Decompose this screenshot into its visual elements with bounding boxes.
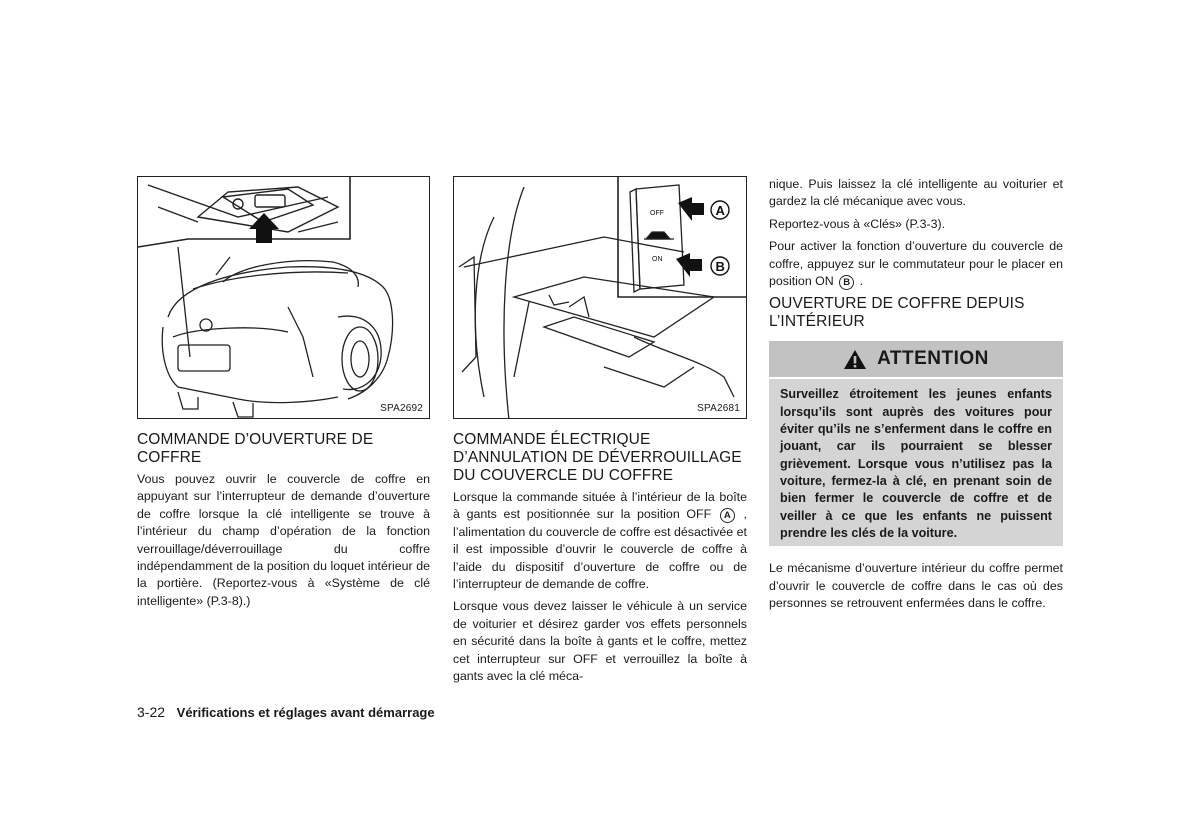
switch-on-label: ON bbox=[652, 256, 663, 263]
section-heading-trunk-opener: COMMANDE D’OUVERTURE DE COFFRE bbox=[137, 431, 374, 466]
figure-code: SPA2692 bbox=[380, 403, 423, 414]
figure-trunk-opener bbox=[137, 176, 430, 419]
warning-header bbox=[769, 341, 1063, 379]
glovebox-illustration bbox=[454, 177, 747, 419]
paragraph-interior-release: Le mécanisme d’ouverture intérieur du coffre permet d’ouvrir le couvercle de coffre dans le cas où des personnes se retrouvent enfermées dans le coffre. bbox=[769, 561, 1063, 610]
page-number: 3-22 bbox=[137, 704, 166, 720]
paragraph-text: Lorsque la commande située à l’intérieur de la boîte à gants est positionnée sur la position OFF bbox=[453, 490, 747, 522]
warning-title: ATTENTION bbox=[877, 348, 989, 370]
callout-b-label: B bbox=[715, 259, 725, 274]
figure-cancel-switch bbox=[453, 176, 747, 419]
figure-code: SPA2681 bbox=[697, 403, 740, 414]
car-rear-illustration bbox=[138, 177, 430, 419]
paragraph-trunk-opener: Vous pouvez ouvrir le couvercle de coffre en appuyant sur l’interrupteur de demande d’ouverture de coffre lorsque la clé intelligente se trouve à l’intérieur du champ d’opération de la fonction verrouillage/déverrouillage du coffre indépendamment de la position du loquet intérieur de la portière. (Reportez-vous à «Système de clé intelligente» (P.3-8).) bbox=[137, 472, 430, 608]
section-title: Vérifications et réglages avant démarrage bbox=[176, 705, 435, 720]
warning-text: Surveillez étroitement les jeunes enfants lorsqu’ils sont auprès des voitures pour éviter qu’ils ne s’enferment dans le coffre en jouant, car ils pourraient se blesser grièvement. Lorsque vous n’utilisez pas la voiture, fermez-la à clé, en prenant soin de bien fermer le couvercle de coffre et de veiller à ce que les enfants ne puissent prendre les clés de la voiture. bbox=[780, 387, 1052, 540]
paragraph-keys-reference: Reportez-vous à «Clés» (P.3-3). bbox=[769, 216, 946, 231]
paragraph-activate bbox=[769, 238, 1063, 290]
paragraph-cancel-switch-1 bbox=[453, 489, 747, 593]
marker-a-icon: A bbox=[720, 508, 735, 523]
callout-a-label: A bbox=[715, 203, 725, 218]
column-1 bbox=[137, 176, 430, 615]
paragraph-text: . bbox=[859, 274, 864, 289]
column-3 bbox=[769, 176, 1063, 617]
paragraph-text: Pour activer la fonction d’ouverture du couvercle de coffre, appuyez sur le commutateur pour le placer en position ON bbox=[769, 239, 1063, 289]
marker-b-icon: B bbox=[839, 275, 854, 290]
switch-off-label: OFF bbox=[650, 210, 664, 217]
column-2 bbox=[453, 176, 747, 690]
warning-triangle-icon bbox=[843, 349, 867, 370]
paragraph-cancel-switch-2: Lorsque vous devez laisser le véhicule à un service de voiturier et désirez garder vos effets personnels en sécurité dans la boîte à gants et le coffre, mettez cet interrupteur sur OFF et verrouillez la boîte à gants avec la clé méca- bbox=[453, 599, 747, 684]
section-heading-cancel-switch: COMMANDE ÉLECTRIQUE D’ANNULATION DE DÉVERROUILLAGE DU COUVERCLE DU COFFRE bbox=[453, 431, 742, 484]
page-footer bbox=[137, 704, 435, 720]
paragraph-text: , l’alimentation du couvercle de coffre est désactivée et il est impossible d’ouvrir le couvercle de coffre à l’aide du dispositif d’ouverture de coffre ou de l’interrupteur de demande de coffre. bbox=[453, 507, 747, 592]
paragraph-continued: nique. Puis laissez la clé intelligente au voiturier et gardez la clé mécanique avec vous. bbox=[769, 177, 1063, 209]
warning-box bbox=[769, 341, 1063, 546]
section-heading-interior-release: OUVERTURE DE COFFRE DEPUIS L’INTÉRIEUR bbox=[769, 295, 1025, 331]
